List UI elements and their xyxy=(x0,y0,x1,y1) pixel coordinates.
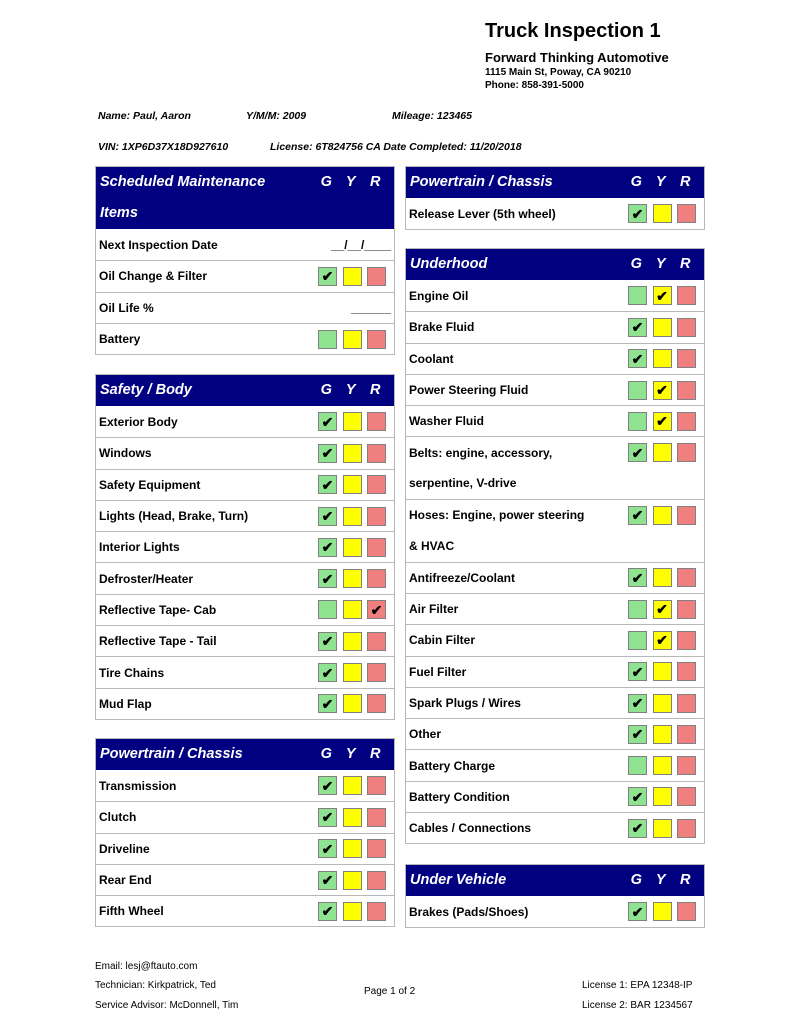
y-status-box[interactable] xyxy=(653,318,672,337)
item-label: Rear End xyxy=(99,873,152,888)
y-label: Y xyxy=(345,746,356,762)
vin: VIN: 1XP6D37X18D927610 xyxy=(98,141,229,153)
r-status-box-checked[interactable]: ✔ xyxy=(367,600,386,619)
r-status-box[interactable] xyxy=(367,412,386,431)
g-status-box-checked[interactable]: ✔ xyxy=(318,663,337,682)
g-status-box-checked[interactable]: ✔ xyxy=(628,568,647,587)
status-boxes xyxy=(318,412,394,431)
company-address: 1115 Main St, Poway, CA 90210 xyxy=(485,67,632,78)
r-status-box[interactable] xyxy=(367,632,386,651)
inspection-row xyxy=(96,770,394,801)
status-boxes xyxy=(318,569,394,588)
section-title: Under Vehicle xyxy=(410,872,507,888)
item-label: Brake Fluid xyxy=(409,320,475,335)
y-status-box[interactable] xyxy=(653,506,672,525)
y-status-box[interactable] xyxy=(653,694,672,713)
g-label: G xyxy=(320,746,332,762)
inspection-row xyxy=(406,280,704,311)
footer-license-1: License 1: EPA 12348-IP xyxy=(582,980,693,991)
inspection-row xyxy=(96,656,394,687)
r-status-box[interactable] xyxy=(677,318,696,337)
y-status-box[interactable] xyxy=(653,443,672,462)
inspection-row xyxy=(406,436,704,467)
inspection-row xyxy=(406,624,704,655)
r-status-box[interactable] xyxy=(367,538,386,557)
y-status-box[interactable] xyxy=(653,204,672,223)
g-status-box-checked[interactable]: ✔ xyxy=(628,787,647,806)
status-boxes xyxy=(628,506,704,525)
item-label: Exterior Body xyxy=(99,414,178,429)
y-status-box-checked[interactable]: ✔ xyxy=(653,412,672,431)
section-header xyxy=(96,739,394,770)
license-date-completed: License: 6T824756 CA Date Completed: 11/20/2018 xyxy=(270,141,522,153)
r-status-box[interactable] xyxy=(677,349,696,368)
inspection-row xyxy=(96,833,394,864)
y-status-box[interactable] xyxy=(653,787,672,806)
item-label: Belts: engine, accessory, xyxy=(409,445,553,460)
g-status-box[interactable] xyxy=(318,330,337,349)
section-header xyxy=(406,865,704,896)
report-header xyxy=(485,20,669,91)
r-status-box[interactable] xyxy=(367,902,386,921)
y-label: Y xyxy=(345,174,356,190)
r-status-box[interactable] xyxy=(677,902,696,921)
y-status-box-checked[interactable]: ✔ xyxy=(653,600,672,619)
inspection-row xyxy=(96,500,394,531)
item-label: Cables / Connections xyxy=(409,821,532,836)
y-status-box[interactable] xyxy=(343,330,362,349)
g-status-box-checked[interactable]: ✔ xyxy=(318,475,337,494)
item-label: Windows xyxy=(99,446,152,461)
footer-email: Email: lesj@ftauto.com xyxy=(95,961,198,972)
item-label: Hoses: Engine, power steering xyxy=(409,508,585,523)
item-label: Next Inspection Date xyxy=(99,237,218,252)
inspection-row xyxy=(96,801,394,832)
item-label: Transmission xyxy=(99,778,177,793)
r-label: R xyxy=(680,256,691,272)
g-status-box-checked[interactable]: ✔ xyxy=(318,632,337,651)
inspection-row xyxy=(406,687,704,718)
page-number: Page 1 of 2 xyxy=(364,986,416,997)
company-phone: Phone: 858-391-5000 xyxy=(485,80,584,91)
r-label: R xyxy=(680,872,691,888)
status-boxes xyxy=(628,819,704,838)
y-label: Y xyxy=(655,872,666,888)
g-status-box-checked[interactable]: ✔ xyxy=(628,902,647,921)
status-boxes xyxy=(318,808,394,827)
section-scheduled-maintenance xyxy=(95,166,395,355)
y-status-box[interactable] xyxy=(343,632,362,651)
g-status-box-checked[interactable]: ✔ xyxy=(318,902,337,921)
status-boxes xyxy=(628,694,704,713)
y-status-box[interactable] xyxy=(343,839,362,858)
inspection-row xyxy=(96,292,394,323)
inspection-row xyxy=(96,323,394,354)
g-status-box-checked[interactable]: ✔ xyxy=(318,538,337,557)
inspection-row xyxy=(96,469,394,500)
gyr-header xyxy=(624,871,700,890)
y-status-box-checked[interactable]: ✔ xyxy=(653,381,672,400)
g-status-box-checked[interactable]: ✔ xyxy=(318,776,337,795)
inspection-row xyxy=(96,260,394,291)
item-label: Antifreeze/Coolant xyxy=(409,570,516,585)
inspection-row xyxy=(96,531,394,562)
inspection-row xyxy=(96,688,394,719)
r-status-box[interactable] xyxy=(677,756,696,775)
inspection-row xyxy=(406,749,704,780)
g-status-box[interactable] xyxy=(628,756,647,775)
y-status-box[interactable] xyxy=(343,538,362,557)
item-label: Tire Chains xyxy=(99,665,165,680)
g-status-box[interactable] xyxy=(628,412,647,431)
item-label: Spark Plugs / Wires xyxy=(409,696,521,710)
oil-life-blank: ______ xyxy=(350,300,391,315)
year-make-model: Y/M/M: 2009 xyxy=(246,110,307,122)
r-status-box[interactable] xyxy=(677,412,696,431)
r-status-box[interactable] xyxy=(677,600,696,619)
r-status-box[interactable] xyxy=(367,694,386,713)
inspection-row xyxy=(96,562,394,593)
g-status-box-checked[interactable]: ✔ xyxy=(318,267,337,286)
item-label: & HVAC xyxy=(409,539,455,554)
r-label: R xyxy=(370,746,381,762)
inspection-row xyxy=(96,895,394,926)
status-boxes xyxy=(628,204,704,223)
item-label: Power Steering Fluid xyxy=(409,383,529,398)
y-status-box[interactable] xyxy=(653,662,672,681)
item-label: Battery Condition xyxy=(409,789,510,804)
g-status-box-checked[interactable]: ✔ xyxy=(318,839,337,858)
status-boxes xyxy=(628,902,704,921)
status-boxes xyxy=(628,756,704,775)
g-status-box-checked[interactable]: ✔ xyxy=(628,349,647,368)
item-label: Air Filter xyxy=(409,602,459,617)
y-status-box[interactable] xyxy=(343,475,362,494)
status-boxes xyxy=(318,444,394,463)
section-title-line: Scheduled Maintenance xyxy=(100,174,266,190)
y-status-box[interactable] xyxy=(653,568,672,587)
status-boxes xyxy=(628,412,704,431)
r-status-box[interactable] xyxy=(677,631,696,650)
inspection-row xyxy=(96,437,394,468)
footer-advisor: Service Advisor: McDonnell, Tim xyxy=(95,1000,239,1011)
g-label: G xyxy=(630,872,642,888)
status-boxes xyxy=(318,475,394,494)
r-status-box[interactable] xyxy=(367,808,386,827)
inspection-row xyxy=(96,864,394,895)
r-label: R xyxy=(680,174,691,190)
y-status-box[interactable] xyxy=(343,808,362,827)
item-label: Defroster/Heater xyxy=(99,571,194,586)
g-status-box-checked[interactable]: ✔ xyxy=(628,725,647,744)
status-boxes xyxy=(628,787,704,806)
section-under-vehicle xyxy=(405,864,705,928)
g-status-box[interactable] xyxy=(628,600,647,619)
item-label: Cabin Filter xyxy=(409,633,476,648)
row-list xyxy=(406,562,704,844)
inspection-row xyxy=(406,812,704,843)
r-status-box[interactable] xyxy=(367,507,386,526)
g-status-box-checked[interactable]: ✔ xyxy=(318,444,337,463)
r-status-box[interactable] xyxy=(677,286,696,305)
section-title: Safety / Body xyxy=(100,382,192,398)
row-list xyxy=(96,770,394,926)
r-status-box[interactable] xyxy=(367,475,386,494)
inspection-row xyxy=(406,593,704,624)
status-boxes xyxy=(318,600,394,619)
inspection-row xyxy=(406,562,704,593)
inspection-row xyxy=(96,229,394,260)
item-label: Lights (Head, Brake, Turn) xyxy=(99,509,249,524)
g-status-box-checked[interactable]: ✔ xyxy=(628,694,647,713)
y-label: Y xyxy=(345,382,356,398)
section-title: Powertrain / Chassis xyxy=(410,174,553,190)
r-status-box[interactable] xyxy=(677,819,696,838)
y-status-box[interactable] xyxy=(653,819,672,838)
item-label: Coolant xyxy=(409,351,454,366)
y-status-box[interactable] xyxy=(343,569,362,588)
item-label: Battery Charge xyxy=(409,758,496,773)
inspection-row-continued xyxy=(406,468,704,499)
row-list xyxy=(96,406,394,719)
r-status-box[interactable] xyxy=(677,568,696,587)
section-powertrain-chassis-right xyxy=(405,166,705,230)
section-header xyxy=(96,167,394,229)
status-boxes xyxy=(628,662,704,681)
customer-name: Name: Paul, Aaron xyxy=(98,110,191,122)
g-status-box-checked[interactable]: ✔ xyxy=(318,694,337,713)
item-label: serpentine, V-drive xyxy=(409,476,517,491)
inspection-row xyxy=(406,343,704,374)
y-status-box[interactable] xyxy=(343,663,362,682)
report-title: Truck Inspection 1 xyxy=(485,20,661,42)
g-status-box-checked[interactable]: ✔ xyxy=(628,819,647,838)
item-label: Interior Lights xyxy=(99,540,180,555)
y-status-box[interactable] xyxy=(343,902,362,921)
r-status-box[interactable] xyxy=(367,444,386,463)
g-status-box-checked[interactable]: ✔ xyxy=(318,808,337,827)
row-list xyxy=(406,896,704,927)
status-boxes xyxy=(318,776,394,795)
row-list xyxy=(406,280,704,436)
r-status-box[interactable] xyxy=(677,662,696,681)
g-status-box-checked[interactable]: ✔ xyxy=(318,569,337,588)
y-status-box[interactable] xyxy=(653,902,672,921)
status-boxes xyxy=(318,663,394,682)
y-status-box[interactable] xyxy=(343,776,362,795)
item-label: Washer Fluid xyxy=(409,414,484,429)
item-label: Fuel Filter xyxy=(409,664,467,679)
y-status-box[interactable] xyxy=(343,694,362,713)
footer-technician: Technician: Kirkpatrick, Ted xyxy=(95,980,216,991)
item-label: Reflective Tape - Tail xyxy=(99,634,217,649)
status-boxes xyxy=(628,443,704,462)
gyr-header xyxy=(624,255,700,274)
r-status-box[interactable] xyxy=(677,725,696,744)
status-boxes xyxy=(318,839,394,858)
section-header xyxy=(406,167,704,198)
inspection-row-continued xyxy=(406,530,704,561)
status-boxes xyxy=(628,349,704,368)
inspection-row xyxy=(96,625,394,656)
inspection-row xyxy=(406,896,704,927)
section-powertrain-chassis xyxy=(95,738,395,927)
inspection-row xyxy=(96,406,394,437)
item-label: Other xyxy=(409,727,442,742)
item-label: Driveline xyxy=(99,841,150,856)
item-label: Battery xyxy=(99,332,141,347)
g-status-box[interactable] xyxy=(318,600,337,619)
status-boxes xyxy=(628,600,704,619)
item-label: Clutch xyxy=(99,810,137,825)
g-label: G xyxy=(630,256,642,272)
item-label: Oil Life % xyxy=(99,300,154,315)
status-boxes xyxy=(318,267,394,286)
mileage: Mileage: 123465 xyxy=(392,110,472,122)
g-status-box[interactable] xyxy=(628,631,647,650)
footer-license-2: License 2: BAR 1234567 xyxy=(582,1000,693,1011)
r-status-box[interactable] xyxy=(367,871,386,890)
g-status-box-checked[interactable]: ✔ xyxy=(318,871,337,890)
r-status-box[interactable] xyxy=(677,787,696,806)
g-status-box[interactable] xyxy=(628,381,647,400)
y-status-box[interactable] xyxy=(653,349,672,368)
status-boxes xyxy=(318,871,394,890)
r-status-box[interactable] xyxy=(677,381,696,400)
gyr-header xyxy=(624,173,700,192)
y-label: Y xyxy=(655,256,666,272)
section-underhood xyxy=(405,248,705,844)
section-title: Underhood xyxy=(410,256,488,272)
status-boxes xyxy=(628,568,704,587)
g-status-box[interactable] xyxy=(628,286,647,305)
y-status-box[interactable] xyxy=(343,412,362,431)
inspection-row xyxy=(406,656,704,687)
g-status-box-checked[interactable]: ✔ xyxy=(318,412,337,431)
status-boxes xyxy=(628,318,704,337)
status-boxes xyxy=(628,286,704,305)
gyr-header xyxy=(314,381,390,400)
y-status-box[interactable] xyxy=(343,267,362,286)
inspection-row xyxy=(406,718,704,749)
r-status-box[interactable] xyxy=(677,204,696,223)
inspection-row xyxy=(406,781,704,812)
r-status-box[interactable] xyxy=(367,569,386,588)
status-boxes xyxy=(628,381,704,400)
company-name: Forward Thinking Automotive xyxy=(485,50,669,65)
g-status-box-checked[interactable]: ✔ xyxy=(628,204,647,223)
section-header xyxy=(96,375,394,406)
g-status-box-checked[interactable]: ✔ xyxy=(628,506,647,525)
r-label: R xyxy=(370,382,381,398)
g-status-box-checked[interactable]: ✔ xyxy=(628,662,647,681)
r-status-box[interactable] xyxy=(367,839,386,858)
item-label: Safety Equipment xyxy=(99,477,201,492)
item-label: Oil Change & Filter xyxy=(99,269,208,284)
status-boxes xyxy=(318,507,394,526)
item-label: Engine Oil xyxy=(409,288,469,303)
y-status-box[interactable] xyxy=(343,507,362,526)
y-label: Y xyxy=(655,174,666,190)
r-status-box[interactable] xyxy=(677,443,696,462)
item-label: Brakes (Pads/Shoes) xyxy=(409,904,529,919)
status-boxes xyxy=(628,631,704,650)
inspection-row xyxy=(406,405,704,436)
g-label: G xyxy=(320,382,332,398)
r-status-box[interactable] xyxy=(367,776,386,795)
y-status-box[interactable] xyxy=(653,725,672,744)
item-label: Reflective Tape- Cab xyxy=(99,602,217,617)
y-status-box[interactable] xyxy=(343,444,362,463)
r-label: R xyxy=(370,174,381,190)
section-title-line: Items xyxy=(100,205,138,221)
y-status-box[interactable] xyxy=(343,871,362,890)
section-header xyxy=(406,249,704,280)
r-status-box[interactable] xyxy=(367,267,386,286)
r-status-box[interactable] xyxy=(367,330,386,349)
status-boxes xyxy=(318,538,394,557)
g-status-box-checked[interactable]: ✔ xyxy=(628,443,647,462)
g-status-box-checked[interactable]: ✔ xyxy=(628,318,647,337)
section-title: Powertrain / Chassis xyxy=(100,746,243,762)
status-boxes xyxy=(628,725,704,744)
r-status-box[interactable] xyxy=(367,663,386,682)
date-blank: __/__/____ xyxy=(330,237,391,252)
section-title xyxy=(100,167,314,229)
r-status-box[interactable] xyxy=(677,694,696,713)
status-boxes xyxy=(318,330,394,349)
g-label: G xyxy=(320,174,332,190)
gyr-header xyxy=(314,173,390,192)
y-status-box[interactable] xyxy=(653,756,672,775)
inspection-row xyxy=(406,311,704,342)
y-status-box-checked[interactable]: ✔ xyxy=(653,631,672,650)
g-label: G xyxy=(630,174,642,190)
item-label: Mud Flap xyxy=(99,696,152,711)
inspection-row xyxy=(96,594,394,625)
y-status-box[interactable] xyxy=(343,600,362,619)
row-list xyxy=(406,198,704,229)
status-boxes xyxy=(318,632,394,651)
item-label: Fifth Wheel xyxy=(99,904,164,919)
section-safety-body xyxy=(95,374,395,720)
r-status-box[interactable] xyxy=(677,506,696,525)
status-boxes xyxy=(318,694,394,713)
inspection-row xyxy=(406,374,704,405)
gyr-header xyxy=(314,745,390,764)
status-boxes xyxy=(318,902,394,921)
item-label: Release Lever (5th wheel) xyxy=(409,206,556,221)
inspection-row xyxy=(406,198,704,229)
y-status-box-checked[interactable]: ✔ xyxy=(653,286,672,305)
g-status-box-checked[interactable]: ✔ xyxy=(318,507,337,526)
inspection-row xyxy=(406,499,704,530)
